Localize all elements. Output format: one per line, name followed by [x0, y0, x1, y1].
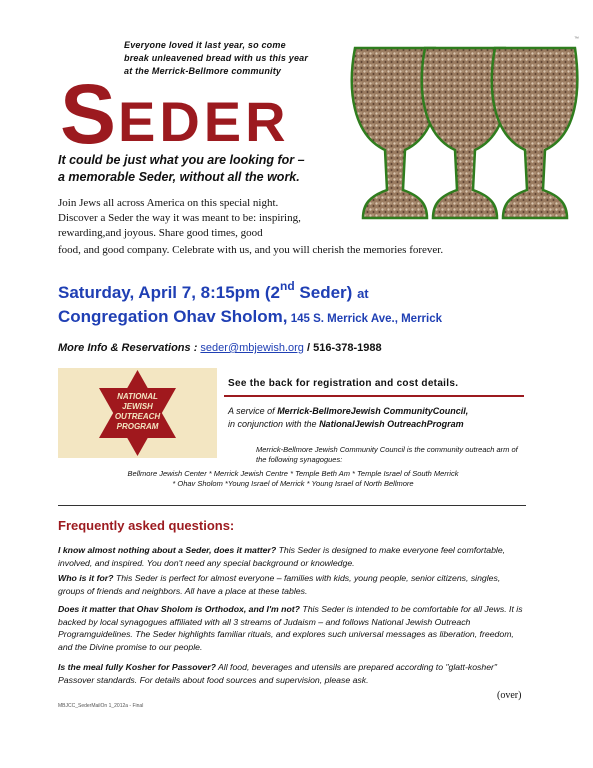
divider [58, 505, 526, 506]
see-back-note: See the back for registration and cost details. [228, 378, 459, 389]
njop-logo [58, 368, 217, 458]
intro-line: break unleavened bread with us this year [124, 53, 309, 63]
synagogue-line: * Ohav Sholom *Young Israel of Merrick * Young Israel of North Bellmore [172, 479, 414, 488]
body-line: Join Jews all across America on this special night. [58, 197, 279, 209]
intro-line: Everyone loved it last year, so come [124, 40, 286, 50]
body-paragraph [58, 196, 358, 241]
service-credit [228, 405, 528, 431]
wine-glass [492, 48, 578, 218]
venue-name: Congregation Ohav Sholom, [58, 307, 288, 326]
service-line [228, 418, 528, 431]
contact-phone: / 516-378-1988 [303, 342, 382, 354]
faq-item [58, 572, 528, 597]
event-venue [58, 306, 442, 330]
tagline-line: a memorable Seder, without all the work. [58, 170, 300, 184]
intro-text [124, 39, 344, 78]
email-link[interactable]: seder@mbjewish.org [200, 342, 304, 354]
faq-title: Frequently asked questions: [58, 518, 235, 533]
faq-question: Who is it for? [58, 573, 114, 583]
body-line: Discover a Seder the way it was meant to be: inspiring, [58, 212, 301, 224]
event-seder-label: Seder) [294, 283, 353, 302]
title-initial: S [60, 67, 117, 161]
council-description: Merrick-Bellmore Jewish Community Council is the community outreach arm of the following synagogues: [256, 445, 518, 464]
njop-logo-text [58, 392, 217, 432]
synagogue-line: Bellmore Jewish Center * Merrick Jewish Centre * Temple Beth Am * Temple Israel of South Merrick [127, 469, 459, 478]
body-line-wide: food, and good company. Celebrate with us, and you will cherish the memories forever. [58, 244, 444, 256]
logo-text-line: JEWISH [122, 402, 153, 411]
faq-question: Is the meal fully Kosher for Passover? [58, 662, 216, 672]
service-pre: A service of [228, 406, 278, 416]
faq-answer: This Seder is perfect for almost everyone – families with kids, young people, senior citizens, singles, groups of friends and neighbors. All have a place at these tables. [58, 573, 501, 596]
faq-item [58, 661, 528, 686]
contact-label: More Info & Reservations : [58, 342, 201, 354]
over-note: (over) [497, 690, 522, 701]
event-date-time: Saturday, April 7, 8:15pm (2 [58, 283, 281, 302]
faq-item [58, 603, 528, 653]
faq-question: I know almost nothing about a Seder, does it matter? [58, 545, 277, 555]
intro-line: at the Merrick-Bellmore community [124, 66, 282, 76]
event-ordinal: nd [280, 279, 295, 293]
footer-filename: MBJCC_SederMailOn 1_2012a - Final [58, 703, 144, 709]
faq-answer: All food, beverages and utensils are prepared according to "glatt-kosher" Passover standards. For details about food sources and supervision, please ask. [58, 662, 498, 685]
njop-name: NationalJewish OutreachProgram [319, 419, 464, 429]
service-pre: in conjunction with the [228, 419, 320, 429]
faq-question: Does it matter that Ohav Sholom is Orthodox, and I'm not? [58, 604, 300, 614]
tagline [58, 152, 358, 186]
logo-text-line: PROGRAM [116, 422, 159, 431]
logo-text-line: OUTREACH [114, 412, 161, 421]
event-date [58, 275, 369, 305]
faq-item [58, 544, 528, 569]
contact-line [58, 341, 382, 355]
service-line [228, 405, 528, 418]
event-at: at [357, 286, 369, 301]
faq-answer: This Seder is designed to make everyone feel comfortable, involved, and inspired. You don't need any special background or knowledge. [58, 545, 506, 568]
council-name: Merrick-BellmoreJewish CommunityCouncil, [277, 406, 469, 416]
title-rest: EDER [118, 90, 290, 153]
tagline-line: It could be just what you are looking for – [58, 153, 305, 167]
synagogue-list [58, 469, 528, 489]
body-line: rewarding,and joyous. Share good times, good [58, 227, 263, 239]
logo-text-line: NATIONAL [117, 392, 158, 401]
corner-mark: ™ [574, 36, 579, 42]
faq-answer: This Seder is intended to be comfortable for all Jews. It is backed by local synagogues affiliated with all 3 streams of Judaism – and follows National Jewish Outreach Programguidelines. The Seder highlights familiar rituals, and explores such universal messages as liberation, freedom, and the Divine promise to our people. [58, 604, 523, 652]
venue-address: 145 S. Merrick Ave., Merrick [287, 313, 443, 325]
divider [224, 395, 524, 397]
matzah-wine-glasses-illustration [345, 40, 580, 230]
